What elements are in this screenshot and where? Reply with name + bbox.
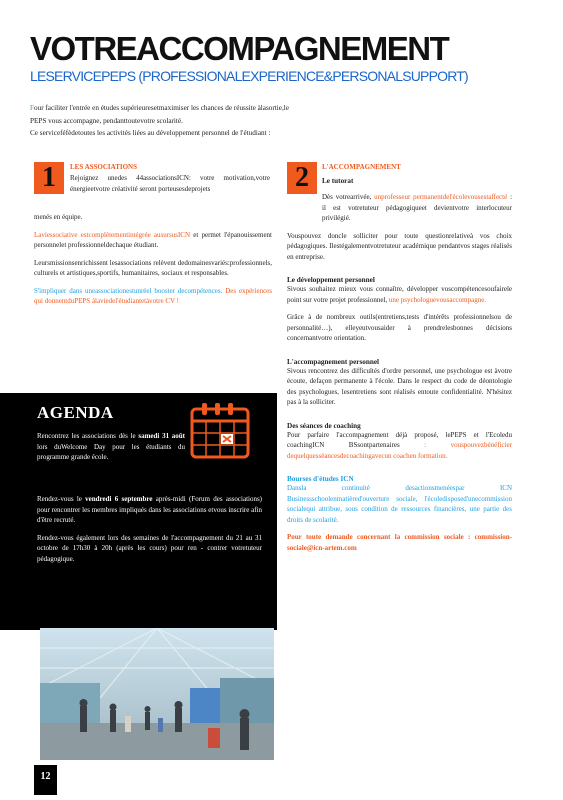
tutorat-p1b: : il est votretuteur pédagogiqueet devientvotre interlocuteur privilégié. <box>322 193 513 222</box>
page-subtitle: LESERVICEPEPS (PROFESSIONALEXPERIENCE&PERSONALSUPPORT) <box>30 68 468 84</box>
tutorat-p1-highlight: unprofesseur permanentdel'écolevousestaffecté <box>374 193 508 201</box>
intro-line2: PEPS vous accompagne, pendanttoutevotre scolarité. <box>30 116 183 125</box>
coaching-heading: Des séances de coaching <box>287 421 361 430</box>
bourses-heading: Bourses d'études ICN <box>287 475 354 483</box>
associations-body <box>34 212 272 314</box>
bourses-contact: Pour toute demande concernant la commission sociale : commission-sociale@icn-artem.com <box>287 533 512 552</box>
dev-p2: Grâce à de nombreux outils(entretiens,tests d'intérêts professionnelsou de personnalité…), elleyeutvousaider à prendrelesbonnes décisions concernantvotre orientation. <box>287 313 512 342</box>
dev-heading: Le développement personnel <box>287 276 375 284</box>
accompagnement-heading: L'ACCOMPAGNEMENT <box>322 163 401 171</box>
intro-line3: Ce serviceféfèdetoutes les activités liées au développement personnel de l'étudiant : <box>30 129 271 137</box>
agenda-p1-date: samedi 31 août <box>138 432 186 440</box>
agenda-p2-date: vendredi 6 septembre <box>85 495 153 503</box>
page-number: 12 <box>34 765 57 795</box>
tutorat-p1a: Dès votrearrivée, <box>322 193 372 201</box>
associations-p2: et permet l'épanouissement personnelet professionneldechaque étudiant. <box>34 230 272 249</box>
dev-p1: Sivous souhaitez mieux vous connaître, développer voscompétencesoufairele point sur votre projet professionnel, <box>287 285 512 304</box>
associations-p1: Rejoignez unedes 44associationsICN: votre motivation,votre énergieetvotre créativité seront porteusesdeprojets <box>70 174 270 193</box>
agenda-p2: Rendez-vous le <box>37 495 82 503</box>
intro-first-letter: F <box>30 104 34 112</box>
intro-text <box>30 102 542 140</box>
associations-p4-orange: Des expériences qui donnentduPEPS àlaviedel'étudiantetàvotre CV ! <box>34 286 273 305</box>
campus-photo <box>40 628 274 760</box>
page-title: VOTREACCOMPAGNEMENT <box>30 30 449 67</box>
associations-p1b: menés en équipe. <box>34 213 83 221</box>
agenda-title: AGENDA <box>37 403 114 422</box>
agenda-p3: Rendez-vous également lors des semaines de l'accompagnement du 21 au 31 octobre de 17h30 à 20h (après les cours) pour ren - contrer votretuteur pédagogique. <box>37 533 262 563</box>
tutorat-heading: Le tutorat <box>322 177 354 185</box>
intro-line1: our faciliter l'entrée en études supérieuresetmaximiser les chances de réussite àlasortie,le <box>34 104 289 112</box>
campus-photo-image <box>40 628 274 760</box>
associations-section <box>70 163 270 194</box>
accompagnement-header <box>322 163 512 185</box>
psy-p: Sivous rencontrez des difficultés d'ordre personnel, une psychologue est àvotre écoute, defaçon permanente à l'école. Dans le respect du code de déontologie des psychologues, lesentretiens sont réalisés entoute confidentialité. N'hésitez pas à la solliciter. <box>287 366 512 406</box>
coaching-highlight: : vouspouvezbénéficier dequelquesséancesdecoachingavecun coachen formation. <box>287 441 512 460</box>
associations-p4-blue: S'impliquer dans uneassociationestunréel booster decompétences. <box>34 286 223 295</box>
agenda-p2-rest: après-midi (Forum des associations) pour rencontrer les membres impliqués dans les associations etvous inscrire afin d'être recruté. <box>37 495 263 524</box>
dev-p1-highlight: une psychologuevousaccompagne. <box>388 295 487 304</box>
agenda-p1: Rencontrez les associations dès le <box>37 432 136 440</box>
tutorat-p2: Vouspouvez doncle solliciter pour toute questionrelativeà vos choix pédagogiques. Ilestégalementvotretuteur académique pendantvos stages réalisés en entreprise. <box>287 231 512 261</box>
calendar-icon <box>188 401 252 461</box>
associations-p2-highlight: Laviessociative estcomplètementintégrée ausursusICN <box>34 230 191 239</box>
associations-heading: LES ASSOCIATIONS <box>70 163 137 171</box>
bourses-p: Dansla continuité desactionsmenéespar ICN Businessschoolenmatièred'ouverture sociale, l'écoledisposed'unecommission socialequi attribue, sous condition de ressources financières, une partie des droits de scolarité. <box>287 484 512 524</box>
section-number-1: 1 <box>34 162 64 194</box>
section-number-2: 2 <box>287 162 317 194</box>
agenda-p1-rest: lors duWelcome Day pour les étudiants du programme grande école. <box>37 442 185 461</box>
agenda-box <box>0 393 277 630</box>
psy-heading: L'accompagnement personnel <box>287 357 380 366</box>
associations-p3: Leursmissionsenrichissent lesassociations relèvent dedomainesvariés:professionnels, culturels et artistiques,sportifs, humanitaires, sociaux et responsables. <box>34 258 272 277</box>
coaching-p: Pour parfaire l'accompagnement déjà proposé, lePEPS et l'Ecoledu coachingICN BSsontpartenaires <box>287 430 512 449</box>
accompagnement-body <box>287 192 512 560</box>
